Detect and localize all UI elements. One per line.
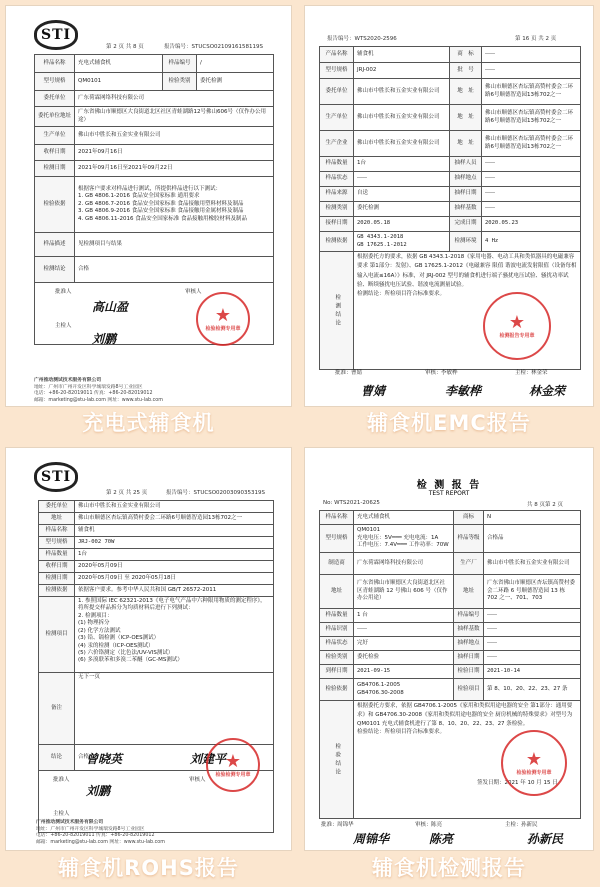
lab-logo: STI — [34, 462, 78, 492]
signature-inspector: 林金荣 — [529, 384, 566, 398]
report-table: 样品名称 充电式辅食机 样品编号 / 型号规格 QM0101 检验类别 委托检测 委托单位 广东荷霖网络科技有限公司 委托单位地址 广东省佛山市顺德区大良街道北区社区青蛙湖路12号佛山606号（仅作办公用途） 生产单位 佛山市中胜长和五金实业有限公司 收样日期 2021年09月16日 检测日期 2021年09月16日至2021年09月22日 检验依据 根据客户要求对样品进行测试，所提供样品进行以下测试： 1. GB 4806.1-2016 食品安全国家标准 通用要求 2. GB 4806.7-2016 食品安全国家标准 食品接触用塑料材料及制品 3. GB 4806.9-2016 食品安全国家标准 食品接触用金属材料及制品 4. GB 4806.11-2016 食品安全国家标准 食品接触用橡胶材料及制品 样品描述 见检测项目与结果 检测结论 合格 批准人 审核人 主检人 — [34, 54, 274, 345]
page-number: 第 2 页 共 8 页 — [106, 44, 144, 50]
signature-inspector: 刘鹏 — [86, 784, 111, 798]
official-seal: ★ 检测报告专用章 — [483, 292, 551, 360]
report-table: 委托单位 佛山市中胜长和五金实业有限公司 地址 佛山市顺德区杏坛镇高赞村委会二环路6号顺德智造园13栋702之一 样品名称 辅食机 型号规格 JRJ-002 70W 样品数量 1台 收样日期 2020年05月09日 检测日期 2020年05月09日 至 2020年05月18日 检测依据 依据客户要求。参考中华人民共和国 GB/T 26572-2011 检测项目 1. 参照国际 IEC 62321-2013《电子电气产品中六种限用物质的测定程序》，将所提交样品拆分为均质材料后进行下列测试： 2. 检测项目： (1) 物理拆分 (2) 化学方法测试 (3) 铅、镉检测（ICP-OES测试） (4) 汞的检测（ICP-OES测试） (5) 六价铬测定（比色法/UV-VIS测试） (6) 多溴联苯和多溴二苯醚（GC-MS测试） 备注 无下一页 结论 合格 批准人 审核人 主检人 — [38, 500, 274, 833]
page-number: 共 8 页第 2 页 — [527, 502, 563, 508]
caption-emc-report: 辅食机EMC报告 — [367, 411, 531, 435]
lab-logo: STI — [34, 20, 78, 50]
signature-approver: 高山盈 — [92, 300, 129, 314]
signature-inspector: 孙新民 — [527, 832, 564, 846]
signature-reviewer: 李敏桦 — [445, 384, 482, 398]
signature-inspector: 刘鹏 — [92, 332, 117, 346]
document-emc-report: 报告编号：WTS2020-2596 第 16 页 共 2 页 产品名称 辅食机 商 标 ----- 型号规格 JRJ-002 批 号 ----- 委托单位 佛山市中胜长和五金实业有限公司 地 址 佛山市顺德区杏坛镇高赞村委会二环路6号顺德智造园13栋702之一 生产单位 佛山市中胜长和五金实业有限公司 地 址 佛山市顺德区杏坛镇高赞村委会二环路6号顺德智造园13栋702之一 生产企业 佛山市中胜长和五金实业有限公司 地 址 佛山市顺德区杏坛镇高赞村委会二环路6号顺德智造园13栋702之一 样品数量 1台 抽样人员 ----- 样品状态 ----- 抽样地点 ----- 样品来源 自送 抽样日期 ----- 检测类别 委托检测 抽样基数 ----- 接样日期 2020.05.18 完成日期 2020.05.23 检测依据 GB 4343.1-2018 GB 17625.1-2012 检测环境 4 Hz 检测结论 根据委托方的要求，依据 GB 4343.1-2018《家用电器、电动工具和类似器具的电磁兼容要求 第1部分：发射》、GB 17625.1-2012《电磁兼容 限值 谐波电流发射限值（设备每相输入电流≤16A）》标准，对 JRJ-002 型号的辅食机进行端子骚扰电压试验、骚扰功率试验、断续骚扰电压试验、谐波电流测量试验。 检测结论：所检项目符合标准要求。 ★ 检测报告专用章 批准： 曹婧 审核： 李敏桦 主检： 林金荣 曹婧 李敏桦 林金荣 — [305, 6, 593, 406]
report-number: 报告编号：STUCSO0200309035319S — [166, 490, 266, 496]
signature-approver: 周锦华 — [353, 832, 390, 846]
caption-rohs-report: 辅食机ROHS报告 — [58, 856, 239, 880]
page-number: 第 16 页 共 2 页 — [515, 36, 557, 42]
footer: 广州推动测试技术服务有限公司 地址：广州市广州开发区科学城瑞发路8号工业园区 电话：+86-20-82019011 传真：+86-20-82019012 邮箱：marketing@stu-lab.com 网址：www.stu-lab.com — [36, 820, 165, 846]
report-title: 检 测 报 告 — [416, 480, 482, 491]
official-seal: ★ 检验检测专用章 — [206, 738, 260, 792]
report-table: 样品名称 充电式辅食机 商标 N 型号规格 QM0101 充电电压：5V═══ 充电电流：1A 工作电压：7.4V═══ 工作功率：70W 样品等级 合格品 制造商 广东荷霖网络科技有限公司 生产厂 佛山市中胜长和五金实业有限公司 地址 广东省佛山市顺德区大良街道北区社区青蛙湖路 12 号佛山 606 号（仅作办公用途） 地址 广东省佛山市顺德区杏坛镇高赞村委会二环路 6 号顺德智造园 13 栋 702 之一、701、703 样品数量 1 台 样品编号 ----- 样品识别 ----- 抽样基数 ----- 样品状态 完好 抽样地点 ----- 检验类别 委托检验 抽样日期 ----- 到样日期 2021-09-15 检验日期 2021-10-14 检验依据 GB4706.1-2005 GB4706.30-2008 检验项目 第 8、10、20、22、23、27 条 检验结论 根据委托方要求，依据 GB4706.1-2005《家用和类似用途电器的安全 第1部分：通用要求》和 GB4706.30-2008《家用和类似用途电器的安全 厨房机械的特殊要求》对型号为 QM0101 充电式辅食机进行了第 8、10、20、22、23、27 条检验。 检验结论：所检项目符合标准要求。 — [319, 510, 581, 819]
document-rohs-report — [6, 448, 291, 850]
signature-approver: 曾晓英 — [86, 752, 123, 766]
report-number: 报告编号：WTS2020-2596 — [327, 36, 397, 42]
official-seal: ★ 检验检测专用章 — [196, 292, 250, 346]
caption-rechargeable-food-maker: 充电式辅食机 — [82, 411, 215, 435]
caption-test-report: 辅食机检测报告 — [372, 856, 526, 880]
document-test-report: 检 测 报 告 TEST REPORT No: WTS2021-20625 共 8 页第 2 页 样品名称 充电式辅食机 商标 N 型号规格 QM0101 充电电压：5V═══ 充电电流：1A 工作电压：7.4V═══ 工作功率：70W 样品等级 合格品 制造商 广东荷霖网络科技有限公司 生产厂 佛山市中胜长和五金实业有限公司 地址 广东省佛山市顺德区大良街道北区社区青蛙湖路 12 号佛山 606 号（仅作办公用途） 地址 广东省佛山市顺德区杏坛镇高赞村委会二环路 6 号顺德智造园 13 栋 702 之一、701、703 样品数量 1 台 样品编号 ----- 样品识别 ----- 抽样基数 ----- 样品状态 完好 抽样地点 ----- 检验类别 委托检验 抽样日期 ----- 到样日期 2021-09-15 检验日期 2021-10-14 检验依据 GB4706.1-2005 GB4706.30-2008 检验项目 第 8、10、20、22、23、27 条 检验结论 根据委托方要求，依据 GB4706.1-2005《家用和类似用途电器的安全 第1部分：通用要求》和 GB4706.30-2008《家用和类似用途电器的安全 厨房机械的特殊要求》对型号为 QM0101 充电式辅食机进行了第 8、10、20、22、23、27 条检验。 检验结论：所检项目符合标准要求。 签发日期：2021 年 10 月 15 日 ★ 检验检测专用章 批准： 周锦华 审核： 陈亮 主检： 孙新民 周锦华 陈亮 孙新民 — [305, 448, 593, 850]
report-subtitle: TEST REPORT — [428, 490, 470, 497]
report-table: 产品名称 辅食机 商 标 ----- 型号规格 JRJ-002 批 号 ----- 委托单位 佛山市中胜长和五金实业有限公司 地 址 佛山市顺德区杏坛镇高赞村委会二环路6号顺德智造园13栋702之一 生产单位 佛山市中胜长和五金实业有限公司 地 址 佛山市顺德区杏坛镇高赞村委会二环路6号顺德智造园13栋702之一 生产企业 佛山市中胜长和五金实业有限公司 地 址 佛山市顺德区杏坛镇高赞村委会二环路6号顺德智造园13栋702之一 样品数量 1台 抽样人员 ----- 样品状态 ----- 抽样地点 ----- 样品来源 自送 抽样日期 ----- 检测类别 委托检测 抽样基数 ----- 接样日期 2020.05.18 完成日期 2020.05.23 检测依据 GB 4343.1-2018 GB 17625.1-2012 检测环境 4 Hz 检测结论 根据委托方的要求，依据 GB 4343.1-2018《家用电器、电动工具和类似器具的电磁兼容要求 第1部分：发射》、GB 17625.1-2012《电磁兼容 限值 谐波电流发射限值（设备每相输入电流≤16A）》标准，对 JRJ-002 型号的辅食机进行端子骚扰电压试验、骚扰功率试验、断续骚扰电压试验、谐波电流测量试验。 检测结论：所检项目符合标准要求。 — [319, 46, 581, 370]
signature-approver: 曹婧 — [361, 384, 386, 398]
signature-reviewer: 刘建平 — [190, 752, 227, 766]
document-rechargeable-food-maker — [6, 6, 291, 406]
report-number: 报告编号：STUCSO0210916158119S — [164, 44, 264, 50]
page-number: 第 2 页 共 25 页 — [106, 490, 148, 496]
report-number: No: WTS2021-20625 — [323, 500, 380, 506]
official-seal: ★ 检验检测专用章 — [501, 730, 567, 796]
footer: 广州推动测试技术服务有限公司 地址：广州市广州开发区科学城瑞发路8号工业园区 电话：+86-20-82019011 传真：+86-20-82019012 邮箱：marketing@stu-lab.com 网址：www.stu-lab.com — [34, 378, 163, 404]
signature-reviewer: 陈亮 — [429, 832, 454, 846]
issue-date: 签发日期：2021 年 10 月 15 日 — [477, 780, 558, 786]
